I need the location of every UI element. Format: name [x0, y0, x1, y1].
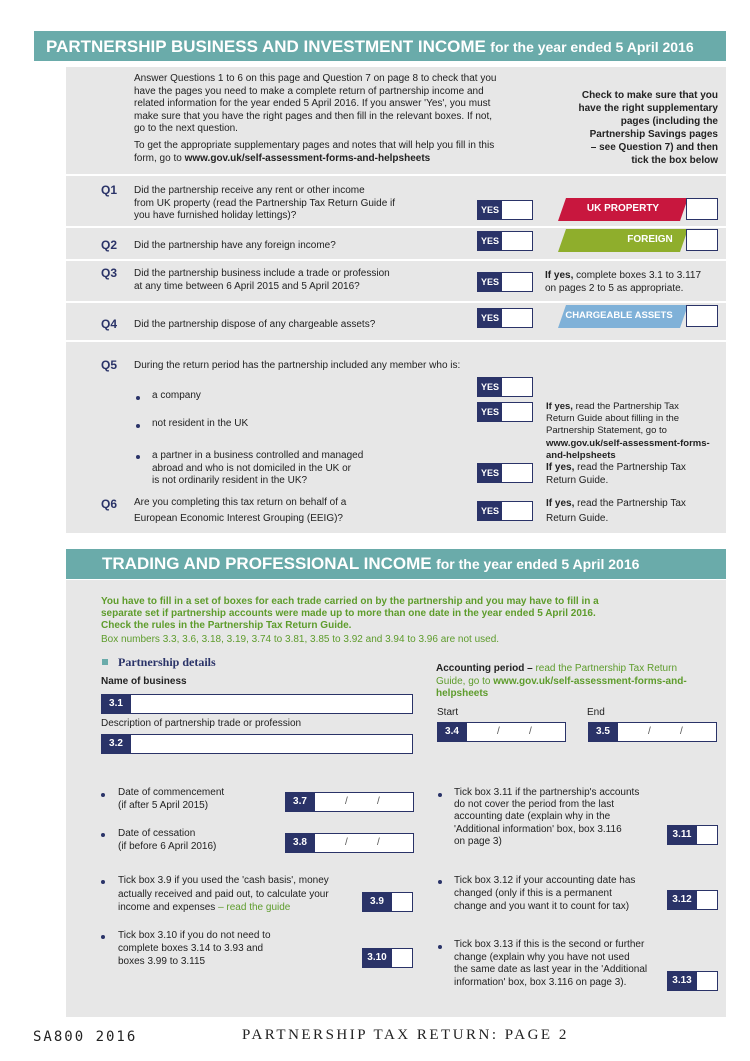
box-number: 3.2 — [101, 734, 131, 754]
business-name-field[interactable] — [130, 694, 413, 714]
end-date-field[interactable]: / / — [617, 722, 717, 742]
trade-description-field[interactable] — [130, 734, 413, 754]
bullet — [438, 793, 442, 797]
cessation-label: Date of cessation (if before 6 April 2016) — [118, 828, 217, 852]
box-number: 3.13 — [667, 971, 697, 991]
question-text: Did the partnership receive any rent or other income from UK property (read the Partnership Tax Return Guide if you have furnished holiday lettings)? — [134, 185, 396, 222]
cash-basis-text: Tick box 3.9 if you used the 'cash basis', money actually received and paid out, to calculate your income and expenses – read the guide — [118, 875, 329, 913]
period-not-covered-tickbox[interactable] — [696, 825, 718, 845]
q3-yes-box[interactable]: YES — [477, 272, 533, 292]
end-label: End — [587, 707, 605, 718]
unused-boxes-note: Box numbers 3.3, 3.6, 3.18, 3.19, 3.74 to 3.81, 3.85 to 3.92 and 3.94 to 3.96 are not used. — [101, 634, 500, 645]
start-label: Start — [437, 707, 459, 718]
question-number: Q1 — [101, 183, 118, 197]
divider — [66, 340, 726, 342]
cessation-date-field[interactable]: / / — [314, 833, 414, 853]
chargeable-assets-tickbox[interactable] — [686, 305, 718, 327]
no-boxes-text: Tick box 3.10 if you do not need to complete boxes 3.14 to 3.93 and boxes 3.99 to 3.115 — [118, 930, 271, 967]
bullet — [438, 880, 442, 884]
q6-yes-box[interactable]: YES — [477, 501, 533, 521]
section-subtitle: for the year ended 5 April 2016 — [436, 556, 640, 572]
period-not-covered-text: Tick box 3.11 if the partnership's accounts do not cover the period from the last accounting date (explain why in the 'Additional information' box, box 3.116 on page 3) — [454, 787, 640, 847]
section-title: TRADING AND PROFESSIONAL INCOME — [102, 554, 432, 573]
q5-note-1: If yes, read the Partnership Tax Return Guide about filling in the Partnership Statement, go to www.gov.uk/self-assessment-forms- and-helpsheets — [546, 401, 710, 461]
question-text: Did the partnership have any foreign income? — [134, 240, 336, 251]
bullet — [101, 880, 105, 884]
q6-note: If yes, read the Partnership Tax Return Guide. — [546, 498, 686, 524]
foreign-tickbox[interactable] — [686, 229, 718, 251]
cash-basis-tickbox[interactable] — [391, 892, 413, 912]
box-number: 3.7 — [285, 792, 315, 812]
footer-page-title: PARTNERSHIP TAX RETURN: PAGE 2 — [242, 1027, 569, 1043]
q5-item-company: a company — [152, 390, 201, 401]
question-text: Are you completing this tax return on behalf of a European Economic Interest Grouping (EEIG)? — [134, 497, 347, 524]
footer-form-id: SA800 2016 — [33, 1029, 138, 1045]
divider — [66, 226, 726, 228]
chargeable-assets-label: CHARGEABLE ASSETS — [565, 310, 673, 321]
q5-item-nonresident: not resident in the UK — [152, 418, 249, 429]
name-of-business-label: Name of business — [101, 676, 187, 687]
q2-yes-box[interactable]: YES — [477, 231, 533, 251]
commencement-label: Date of commencement (if after 5 April 2015) — [118, 787, 225, 811]
further-change-text: Tick box 3.13 if this is the second or further change (explain why you have not used the same date as last year in the 'Additional information' box, box 3.116 on page 3). — [454, 939, 648, 988]
accounting-period-label: Accounting period – read the Partnership Tax Return Guide, go to www.gov.uk/self-assessment-forms-and- helpsheets — [436, 663, 687, 700]
box-number: 3.1 — [101, 694, 131, 714]
question-number: Q2 — [101, 238, 118, 252]
commencement-date-field[interactable]: / / — [314, 792, 414, 812]
description-label: Description of partnership trade or profession — [101, 718, 302, 729]
further-change-tickbox[interactable] — [696, 971, 718, 991]
check-instructions: Check to make sure that you have the right supplementary pages (including the Partnership Savings pages – see Question 7) and then tick the box below — [578, 90, 718, 166]
bullet — [438, 945, 442, 949]
box-number: 3.12 — [667, 890, 697, 910]
divider — [66, 301, 726, 303]
box-number: 3.4 — [437, 722, 467, 742]
q1-yes-box[interactable]: YES — [477, 200, 533, 220]
bullet — [101, 793, 105, 797]
question-number: Q3 — [101, 266, 118, 280]
date-changed-text: Tick box 3.12 if your accounting date has changed (only if this is a permanent change and you want it to count for tax) — [454, 875, 636, 912]
q4-yes-box[interactable]: YES — [477, 308, 533, 328]
box-number: 3.9 — [362, 892, 392, 912]
start-date-field[interactable]: / / — [466, 722, 566, 742]
box-number: 3.8 — [285, 833, 315, 853]
no-boxes-tickbox[interactable] — [391, 948, 413, 968]
bullet — [101, 833, 105, 837]
question-text: Did the partnership dispose of any chargeable assets? — [134, 319, 376, 330]
bullet — [136, 455, 140, 459]
section-header-partnership-income — [34, 31, 726, 61]
question-text: During the return period has the partnership included any member who is: — [134, 360, 461, 371]
section-title: PARTNERSHIP BUSINESS AND INVESTMENT INCOME — [46, 37, 486, 56]
q5-nonresident-yes-box[interactable]: YES — [477, 402, 533, 422]
section-subtitle: for the year ended 5 April 2016 — [490, 39, 694, 55]
trading-intro: You have to fill in a set of boxes for each trade carried on by the partnership and you may have to fill in a separate set if partnership accounts were made up to more than one date in the year ended 5 April 2016. Check the rules in the Partnership Tax Return Guide. — [101, 596, 599, 631]
question-number: Q5 — [101, 358, 118, 372]
uk-property-tickbox[interactable] — [686, 198, 718, 220]
gov-link[interactable]: www.gov.uk/self-assessment-forms-and-helpsheets — [184, 152, 431, 164]
box-number: 3.11 — [667, 825, 697, 845]
question-number: Q4 — [101, 317, 118, 331]
date-changed-tickbox[interactable] — [696, 890, 718, 910]
q3-note: If yes, complete boxes 3.1 to 3.117 on pages 2 to 5 as appropriate. — [545, 270, 702, 294]
q5-note-2: If yes, read the Partnership Tax Return Guide. — [546, 462, 686, 486]
q5-item-abroad: a partner in a business controlled and managed abroad and who is not domiciled in the UK or is not ordinarily resident in the UK? — [152, 450, 364, 487]
q5-abroad-yes-box[interactable]: YES — [477, 463, 533, 483]
divider — [66, 174, 726, 176]
intro-text: Answer Questions 1 to 6 on this page and Question 7 on page 8 to check that you have the pages you need to make a complete return of partnership income and related information for the year ended 5 April 2016. If you answer 'Yes', you must make sure that you have the right pages and then fill in the relevant boxes. If not, go to the next question. To get the appropriate supplementary pages and notes that will help you fill in this form, go to www.gov.uk/self-assessment-forms-and-helpsheets — [134, 73, 497, 164]
box-number: 3.5 — [588, 722, 618, 742]
bullet — [101, 935, 105, 939]
section-header-trading-income — [66, 549, 726, 579]
q5-company-yes-box[interactable]: YES — [477, 377, 533, 397]
question-text: Did the partnership business include a trade or profession at any time between 6 April 2015 and 5 April 2016? — [134, 268, 390, 292]
question-number: Q6 — [101, 497, 118, 511]
uk-property-label: UK PROPERTY — [586, 203, 660, 214]
divider — [66, 259, 726, 261]
foreign-label: FOREIGN — [627, 234, 673, 245]
square-bullet-icon — [102, 659, 108, 665]
bullet — [136, 396, 140, 400]
partnership-details-heading: Partnership details — [118, 655, 216, 669]
box-number: 3.10 — [362, 948, 392, 968]
bullet — [136, 424, 140, 428]
